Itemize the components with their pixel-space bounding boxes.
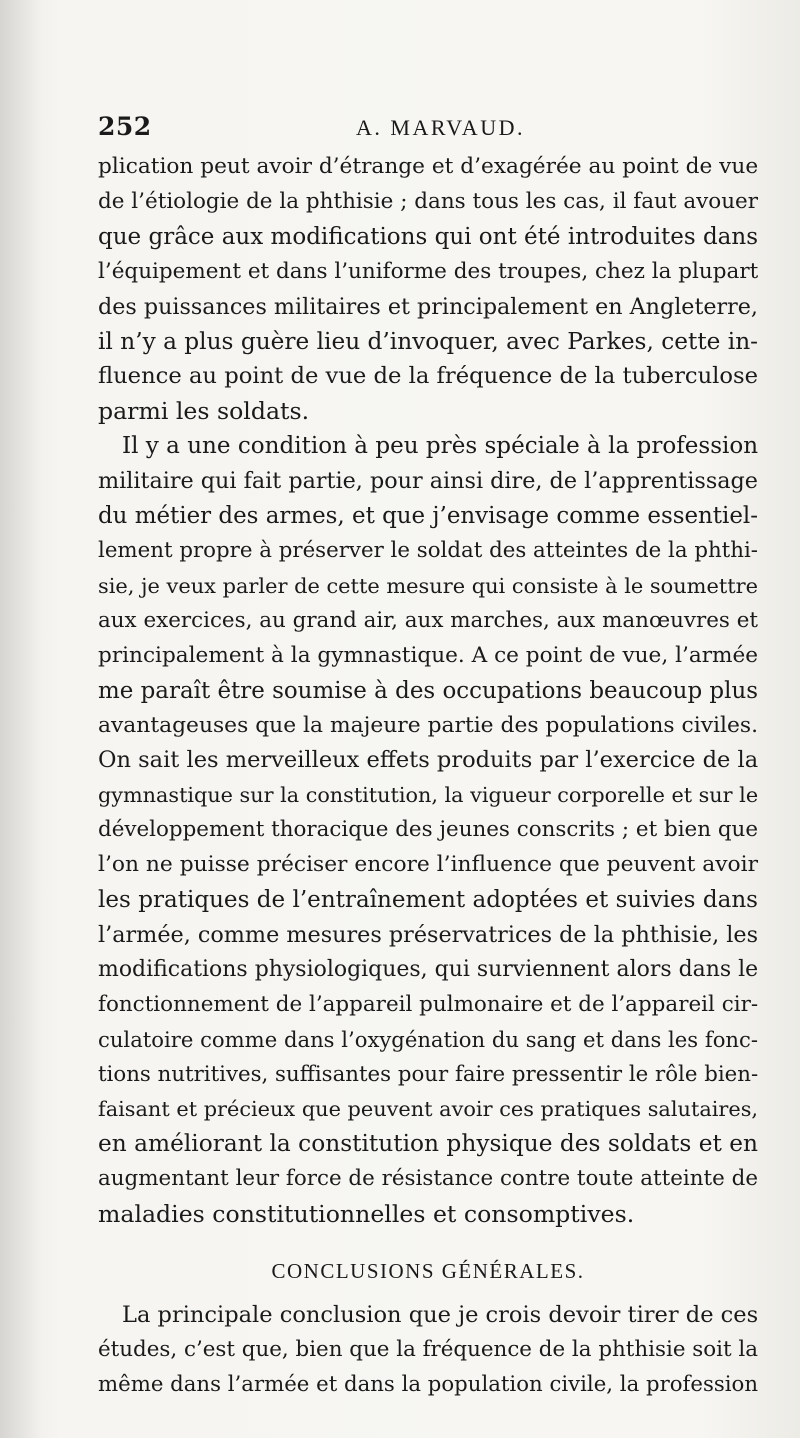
text-line: études, c’est que, bien que la fréquence de la phthisie soit la [98, 1337, 758, 1362]
text-line: On sait les merveilleux effets produits par l’exercice de la [98, 747, 759, 774]
page-gutter-shadow [0, 0, 40, 1438]
text-line: que grâce aux modifications qui ont été introduites dans [98, 223, 758, 250]
paragraph-profession [98, 429, 758, 1232]
text-line: augmentant leur force de résistance contre toute atteinte de [98, 1166, 758, 1192]
text-line: principalement à la gymnastique. A ce point de vue, l’armée [98, 642, 759, 668]
section-heading: CONCLUSIONS GÉNÉRALES. [271, 1259, 585, 1284]
paragraph-conclusion [98, 1298, 758, 1403]
text-line: tions nutritives, suffisantes pour faire pressentir le rôle bien- [98, 1061, 759, 1087]
text-line: des puissances militaires et principalement en Angleterre, [98, 293, 758, 320]
text-line: parmi les soldats. [98, 397, 310, 426]
text-line: maladies constitutionnelles et consomptives. [98, 1200, 635, 1229]
text-line: aux exercices, au grand air, aux marches, aux manœuvres et [98, 607, 758, 633]
text-line: me paraît être soumise à des occupations beaucoup plus [98, 677, 758, 704]
page-header [98, 112, 758, 148]
text-line: militaire qui fait partie, pour ainsi dire, de l’apprentissage [98, 468, 758, 495]
text-line: développement thoracique des jeunes conscrits ; et bien que [98, 817, 758, 843]
text-line: de l’étiologie de la phthisie ; dans tous les cas, il faut avouer [98, 188, 758, 214]
text-line: fonctionnement de l’appareil pulmonaire et de l’appareil cir- [98, 991, 759, 1017]
text-line: plication peut avoir d’étrange et d’exagérée au point de vue [98, 154, 759, 179]
paragraph-continuation [98, 150, 758, 429]
text-line: avantageuses que la majeure partie des populations civiles. [98, 712, 758, 738]
text-line: les pratiques de l’entraînement adoptées et suivies dans [98, 887, 758, 914]
text-line: l’équipement et dans l’uniforme des troupes, chez la plupart [98, 258, 759, 284]
text-line: l’on ne puisse préciser encore l’influence que peuvent avoir [98, 852, 758, 878]
text-line: culatoire comme dans l’oxygénation du sang et dans les fonc- [98, 1026, 758, 1052]
text-line: lement propre à préserver le soldat des atteintes de la phthi- [98, 537, 758, 563]
body-text [98, 150, 758, 1403]
text-line: faisant et précieux que peuvent avoir ces pratiques salutaires, [98, 1097, 759, 1122]
page-number: 252 [98, 112, 152, 141]
text-line: du métier des armes, et que j’envisage comme essentiel- [98, 503, 758, 530]
text-line: sie, je veux parler de cette mesure qui consiste à le soumettre [98, 573, 758, 598]
text-line: il n’y a plus guère lieu d’invoquer, avec Parkes, cette in- [98, 327, 758, 355]
text-line: Il y a une condition à peu près spéciale à la profession [122, 433, 759, 460]
text-line: gymnastique sur la constitution, la vigueur corporelle et sur le [98, 783, 759, 808]
text-line: La principale conclusion que je crois devoir tirer de ces [122, 1302, 759, 1329]
text-line: même dans l’armée et dans la population civile, la profession [98, 1371, 758, 1397]
text-line: modifications physiologiques, qui surviennent alors dans le [98, 956, 759, 982]
text-line: fluence au point de vue de la fréquence de la tuberculose [98, 363, 759, 390]
running-head: A. MARVAUD. [356, 115, 525, 140]
text-line: l’armée, comme mesures préservatrices de la phthisie, les [98, 921, 759, 948]
text-line: en améliorant la constitution physique des soldats et en [98, 1130, 758, 1158]
